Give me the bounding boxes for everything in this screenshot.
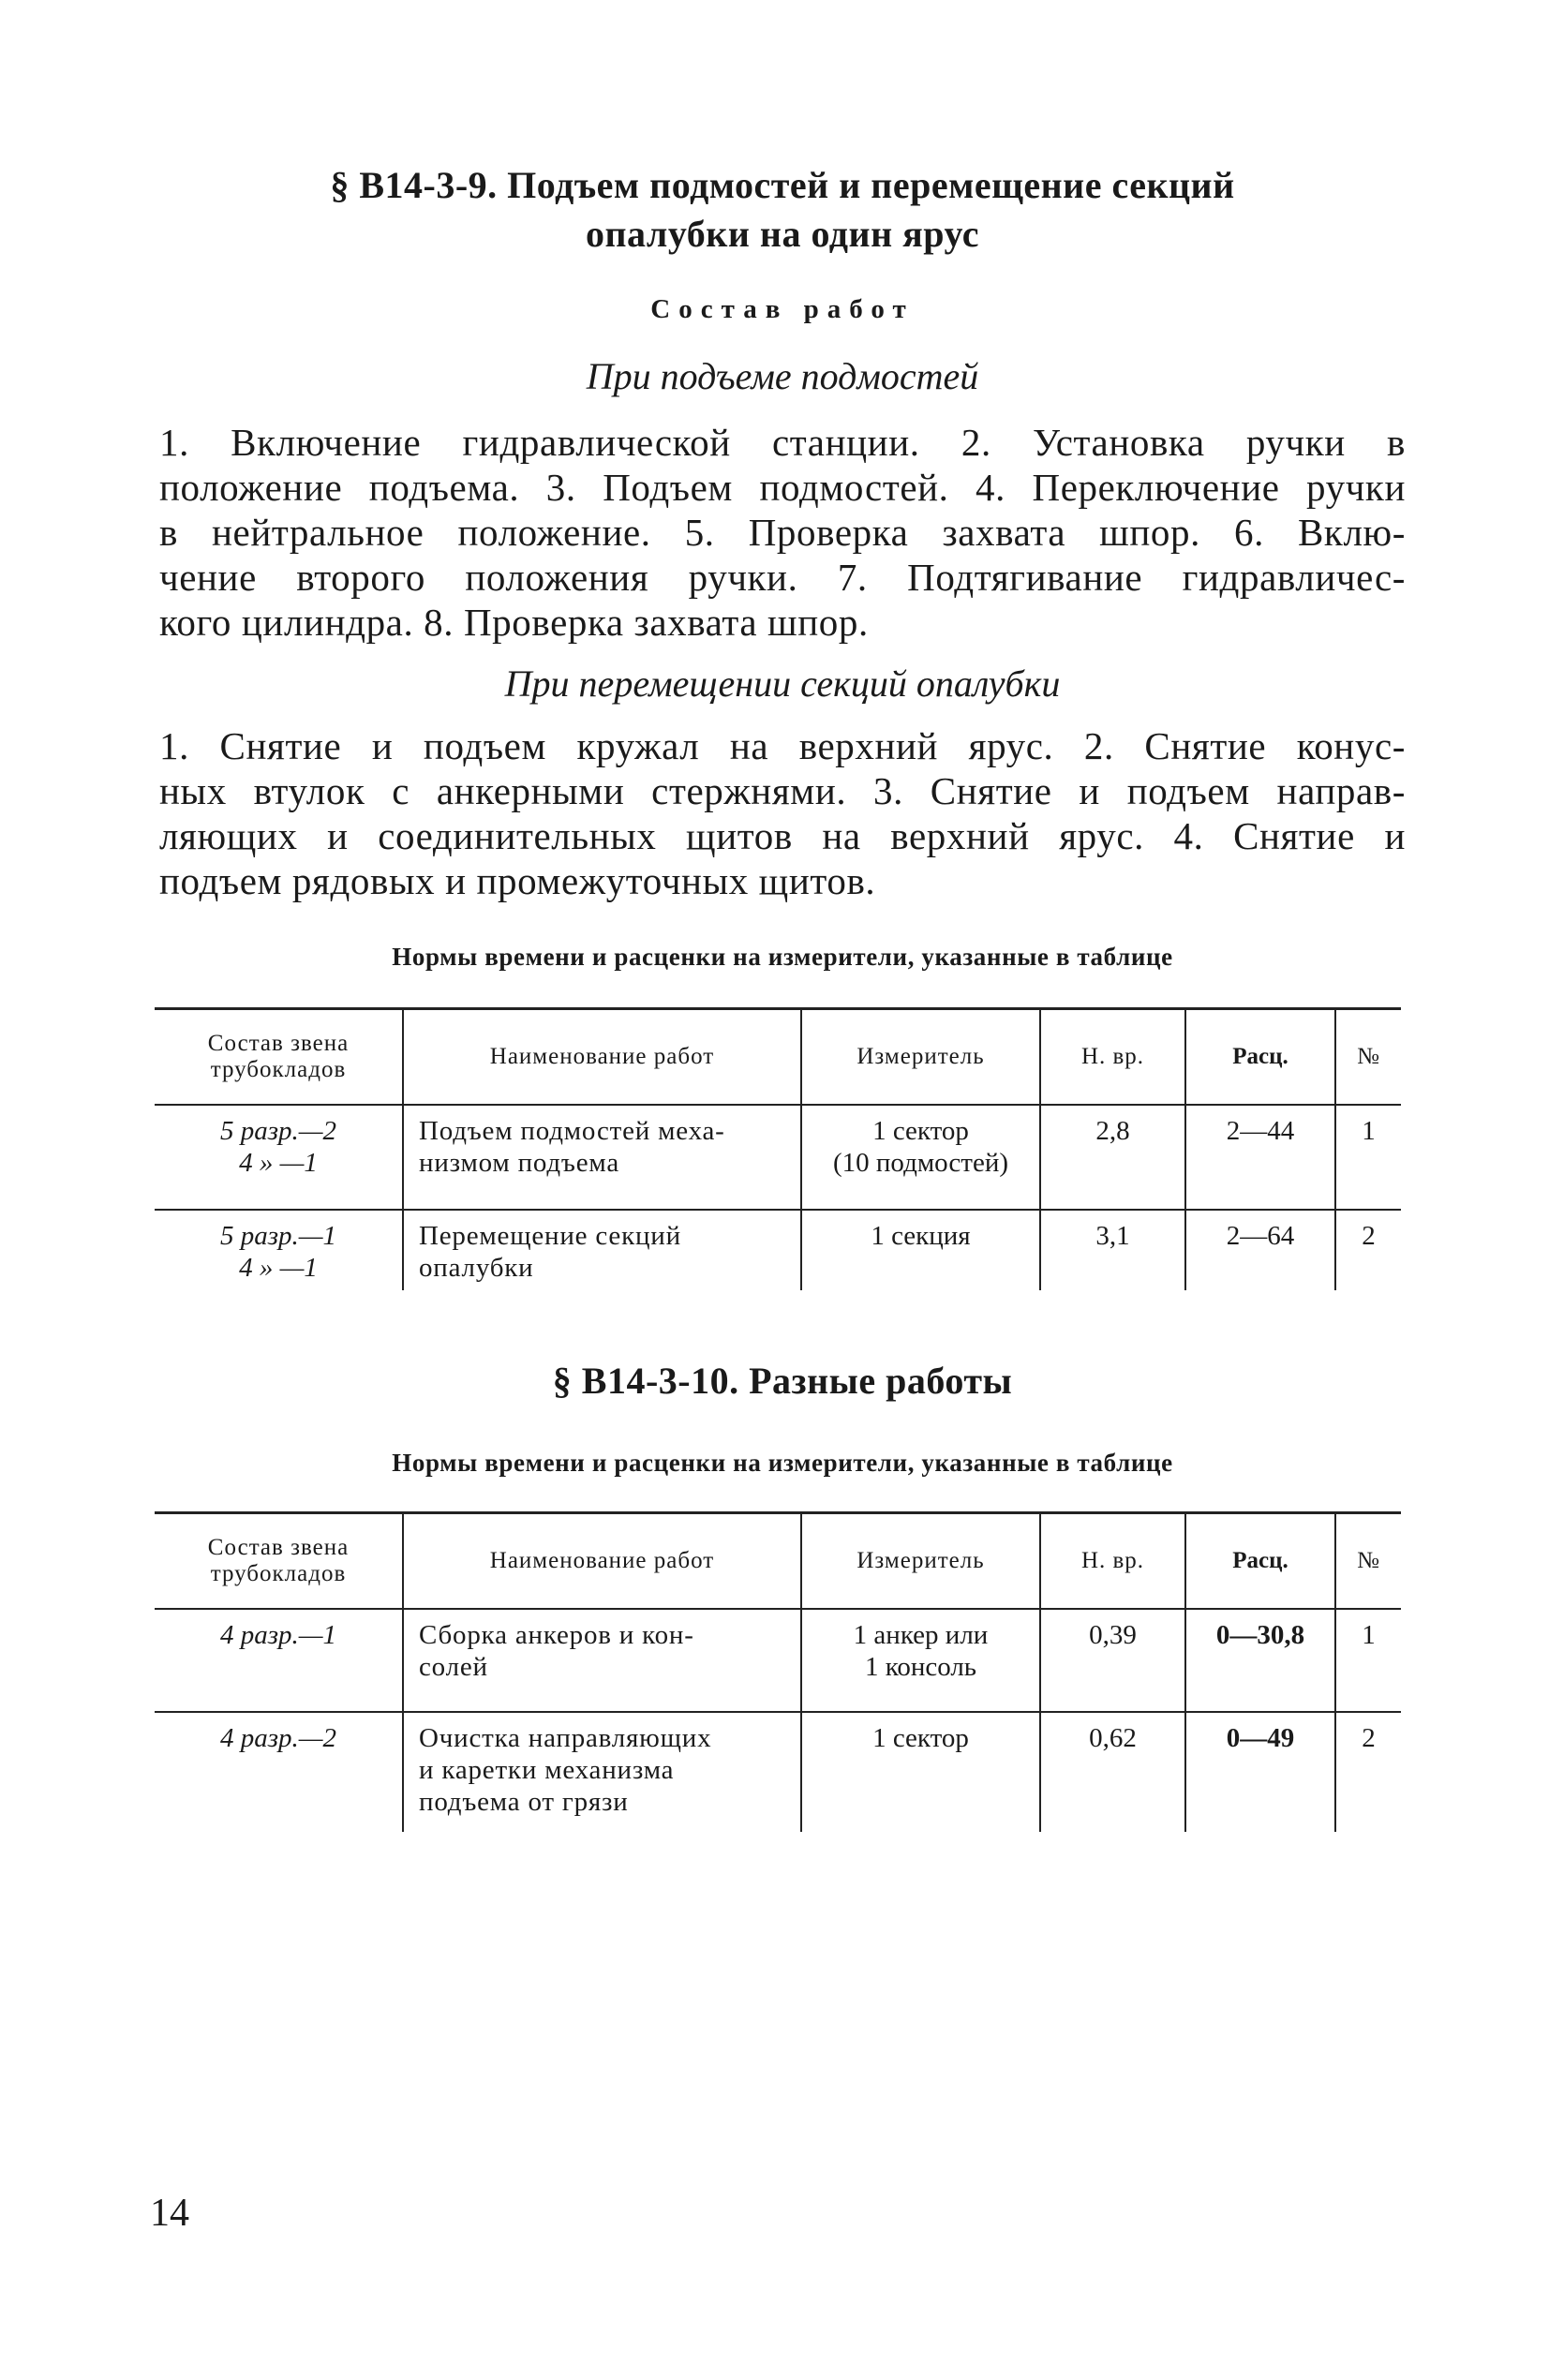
work-line: солей <box>419 1652 488 1682</box>
sub2-heading: При перемещении секций опалубки <box>504 662 1061 705</box>
section2-norms-table <box>155 1511 1401 1832</box>
table-header-row <box>155 1513 1401 1610</box>
time-cell: 3,1 <box>1040 1210 1185 1290</box>
unit-line: 1 сектор <box>872 1723 969 1753</box>
sub2-line: ных втулок с анкерными стержнями. 3. Снятие и подъем направ- <box>159 769 1406 812</box>
unit-line: (10 подмостей) <box>832 1148 1008 1178</box>
section1-title <box>159 161 1406 259</box>
col-header-num: № <box>1335 1513 1401 1610</box>
sub1-line: 1. Включение гидравлической станции. 2. Установка ручки в <box>159 421 1406 464</box>
section2-norms-caption: Нормы времени и расценки на измерители, указанные в таблице <box>392 1449 1173 1477</box>
col-header-unit: Измеритель <box>801 1513 1040 1610</box>
section1-norms-table <box>155 1007 1401 1290</box>
rate-cell: 0—49 <box>1185 1712 1335 1832</box>
table-row <box>155 1105 1401 1210</box>
time-cell: 0,39 <box>1040 1609 1185 1712</box>
crew-line: 4 разр.—2 <box>219 1723 337 1753</box>
rate-cell: 2—64 <box>1185 1210 1335 1290</box>
work-cell <box>403 1712 801 1832</box>
section1-title-line2: опалубки на один ярус <box>585 213 979 255</box>
crew-cell <box>155 1105 403 1210</box>
num-cell: 1 <box>1335 1609 1401 1712</box>
col-header-rate: Расц. <box>1185 1009 1335 1106</box>
crew-line: 5 разр.—1 <box>219 1221 337 1251</box>
section1-title-line1: § В14-3-9. Подъем подмостей и перемещение секций <box>330 164 1235 206</box>
col-header-crew: Состав звена трубокладов <box>155 1009 403 1106</box>
table-header-row <box>155 1009 1401 1106</box>
unit-cell <box>801 1105 1040 1210</box>
page-number: 14 <box>150 2192 189 2235</box>
unit-line: 1 анкер или <box>853 1620 989 1650</box>
sub1-line: чение второго положения ручки. 7. Подтягивание гидравличес- <box>159 556 1406 599</box>
table-row <box>155 1712 1401 1832</box>
num-cell: 2 <box>1335 1210 1401 1290</box>
time-cell: 0,62 <box>1040 1712 1185 1832</box>
num-cell: 1 <box>1335 1105 1401 1210</box>
section1-norms-caption: Нормы времени и расценки на измерители, указанные в таблице <box>392 943 1173 971</box>
col-header-work: Наименование работ <box>403 1513 801 1610</box>
work-line: и каретки механизма <box>419 1755 675 1785</box>
crew-line: 4 разр.—1 <box>219 1620 337 1650</box>
work-line: Очистка направляющих <box>419 1723 712 1753</box>
work-line: опалубки <box>419 1253 534 1283</box>
rate-cell: 0—30,8 <box>1185 1609 1335 1712</box>
work-cell <box>403 1105 801 1210</box>
sub1-paragraph <box>159 420 1406 645</box>
work-line: подъема от грязи <box>419 1787 629 1817</box>
sub1-line: положение подъема. 3. Подъем подмостей. 4. Переключение ручки <box>159 466 1406 509</box>
sub2-line: подъем рядовых и промежуточных щитов. <box>159 859 876 902</box>
crew-cell <box>155 1210 403 1290</box>
crew-line: 5 разр.—2 <box>219 1116 337 1146</box>
sub2-paragraph <box>159 723 1406 903</box>
sub2-line: 1. Снятие и подъем кружал на верхний ярус. 2. Снятие конус- <box>159 724 1406 767</box>
col-header-rate: Расц. <box>1185 1513 1335 1610</box>
unit-line: 1 сектор <box>872 1116 969 1146</box>
crew-line: 4 » —1 <box>239 1148 318 1178</box>
rate-cell: 2—44 <box>1185 1105 1335 1210</box>
sub1-line: кого цилиндра. 8. Проверка захвата шпор. <box>159 601 869 644</box>
unit-cell <box>801 1712 1040 1832</box>
col-header-unit: Измеритель <box>801 1009 1040 1106</box>
unit-cell <box>801 1210 1040 1290</box>
work-line: Сборка анкеров и кон- <box>419 1620 694 1650</box>
col-header-num: № <box>1335 1009 1401 1106</box>
composition-heading: Состав работ <box>650 294 915 324</box>
work-cell <box>403 1609 801 1712</box>
num-cell: 2 <box>1335 1712 1401 1832</box>
table-row <box>155 1609 1401 1712</box>
col-header-time: Н. вр. <box>1040 1513 1185 1610</box>
unit-line: 1 секция <box>871 1221 971 1251</box>
work-line: низмом подъема <box>419 1148 620 1178</box>
work-line: Подъем подмостей меха- <box>419 1116 725 1146</box>
unit-cell <box>801 1609 1040 1712</box>
table-row <box>155 1210 1401 1290</box>
time-cell: 2,8 <box>1040 1105 1185 1210</box>
section2-title: § В14-3-10. Разные работы <box>552 1360 1013 1402</box>
unit-line: 1 консоль <box>864 1652 977 1682</box>
col-header-work: Наименование работ <box>403 1009 801 1106</box>
sub1-heading: При подъеме подмостей <box>586 355 979 397</box>
crew-cell <box>155 1609 403 1712</box>
col-header-crew: Состав звена трубокладов <box>155 1513 403 1610</box>
col-header-time: Н. вр. <box>1040 1009 1185 1106</box>
crew-cell <box>155 1712 403 1832</box>
crew-line: 4 » —1 <box>239 1253 318 1283</box>
work-cell <box>403 1210 801 1290</box>
work-line: Перемещение секций <box>419 1221 681 1251</box>
sub2-line: ляющих и соединительных щитов на верхний ярус. 4. Снятие и <box>159 814 1406 857</box>
sub1-line: в нейтральное положение. 5. Проверка захвата шпор. 6. Вклю- <box>159 511 1406 554</box>
